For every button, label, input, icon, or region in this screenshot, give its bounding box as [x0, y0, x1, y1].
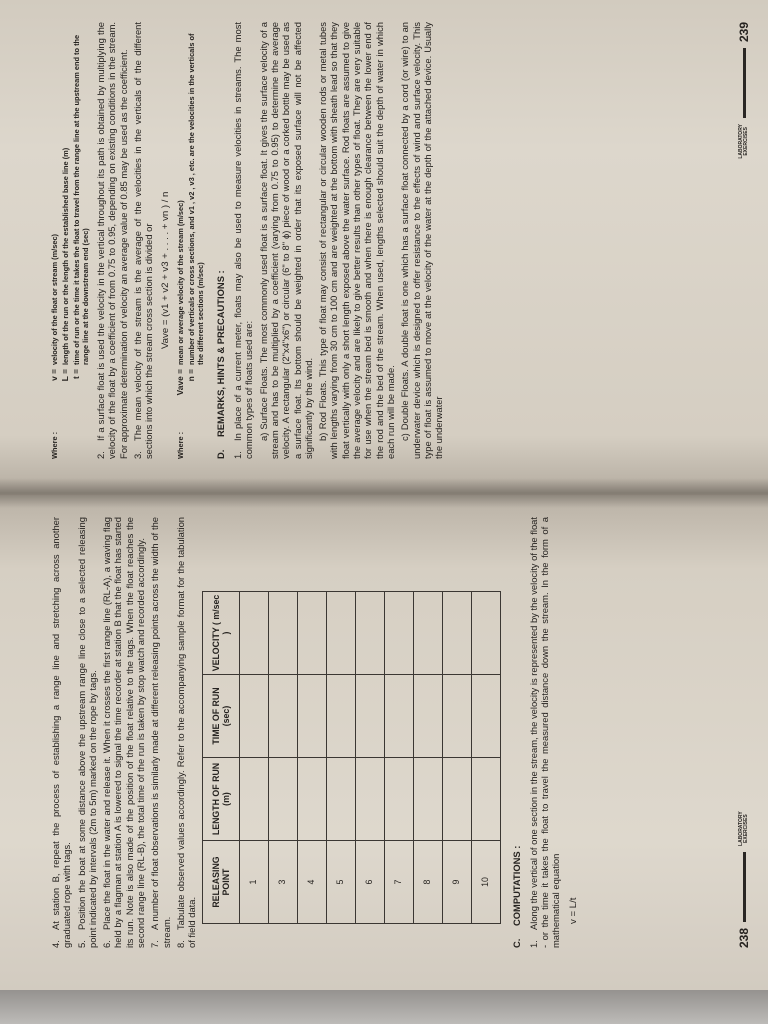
- formula-v-equals-l-over-t: v = L/t: [567, 897, 579, 924]
- table-row: 5: [326, 592, 355, 924]
- table-row: 3: [268, 592, 297, 924]
- step-6: 6.Place the float in the water and release it. When it crosses the first range line (RL-A), a waving flag held by a flagman at station A is lowered to signal the time recorder at station B that the float has started its run. Note is also made of the position of the float relative to the tags. When the float reaches the second range line (RL-B), the total time of the run is taken by stop watch and recorded accordingly.: [101, 517, 147, 948]
- field-data-table: [202, 591, 501, 924]
- computations-para-2: 2.If a surface float is used the velocity in the vertical throughout its path is obtained by multiplying the velocity of the float by a coefficient of from 0.75 to 0.95, depending on existing conditions in the stream. For approximate determination of velocity an average value of 0.85 may be used as the coefficient.: [95, 22, 129, 459]
- step-8: 8.Tabulate observed values accordingly. Refer to the accompanying sample format for the tabulation of field data.: [174, 517, 198, 948]
- section-c-heading: C.COMPUTATIONS :: [510, 845, 522, 948]
- step-4: 4.At station B, repeat the process of establishing a range line and stretching across another graduated rope with tags.: [50, 517, 73, 948]
- computations-para-1: 1.Along the vertical of one section in the stream, the velocity is represented by the velocity of the float - or the time it takes the float to travel the measured distance down the stream. In the form of a mathematical equation: [527, 517, 562, 948]
- where-block-2: [176, 22, 205, 459]
- double-floats-para: c) Double Floats. A double float is one which has a surface float connected by a cord (or wire) to an underwater device which is designed to offer resistance to the effects of wind and surface velocity. This type of float is assumed to move at the velocity of the water at the depth of the attached device. Usually the underwater: [399, 22, 445, 459]
- col-time-of-run: TIME OF RUN (sec): [202, 675, 239, 758]
- remarks-para-1: 1.In place of a current meter, floats may also be used to measure velocities in streams. The most common types of floats used are:: [232, 22, 255, 459]
- rod-floats-para: b) Rod Floats. This type of float may consist of rectangular or circular wooden rods or metal tubes with lengths varying from 30 cm to 100 cm and are weighted at the bottom with sheath lead so that they float vertically with only a short length exposed above the water surface. Rod floats are assumed to give the average velocity and are likely to give better results than other types of float. They are very suitable for use when the stream bed is smooth and when there is enough clearance between the lower end of the rod and the bed of the stream. When used, lengths selected should suit the depth of water in which each run will be made.: [317, 22, 396, 459]
- col-velocity: VELOCITY ( m/sec ): [202, 592, 239, 675]
- page-238: [0, 495, 768, 990]
- step-7: 7.A number of float observations is similarly made at different releasing points across the width of the stream.: [149, 517, 172, 948]
- table-row: 7: [384, 592, 413, 924]
- table-header-row: [202, 592, 239, 924]
- where-row: t = time of run or the time it takes the float to travel from the range line at the upstream end to the range line at the downstream end (sec): [71, 34, 90, 380]
- surface-floats-para: a) Surface Floats. The most commonly used float is a surface float. It gives the surface velocity of a stream and has to be multiplied by a coefficient (varying from 0.75 to 0.95) to determine the average velocity. A rectangular (2"x4"x6") or circular (6" to 8" ϕ) piece of wood or a corked bottle may be used as a surface float. Its bottom should be weighted in order that its exposed surface will not be affected significantly by the wind.: [257, 22, 314, 459]
- formula-average-velocity: Vave = (v1 + v2 + v3 + . . . . + vn ) / n: [160, 191, 172, 349]
- footer-tag: LABORATORY EXERCISES: [738, 811, 750, 846]
- page-number: 238: [736, 927, 751, 948]
- table-row: 4: [297, 592, 326, 924]
- book-gutter-shadow: [0, 478, 768, 508]
- section-d-heading: D.REMARKS, HINTS & PRECAUTIONS :: [214, 270, 226, 459]
- computations-para-3: 3.The mean velocity of the stream is the average of the velocities in the verticals of the different sections into which the stream cross section is divided or: [131, 22, 155, 459]
- footer-rule: [743, 48, 746, 118]
- table-row: 10: [471, 592, 500, 924]
- col-length-of-run: LENGTH OF RUN (m): [202, 758, 239, 841]
- table-row: 9: [442, 592, 471, 924]
- page-footer-238: [736, 811, 751, 948]
- where-row: Where : v = velocity of the float or stream (m/sec): [49, 233, 59, 459]
- footer-rule: [743, 852, 746, 922]
- table-row: 6: [355, 592, 384, 924]
- table-row: 8: [413, 592, 442, 924]
- footer-tag: LABORATORY EXERCISES: [738, 124, 750, 159]
- col-releasing-point: RELEASING POINT: [202, 841, 239, 924]
- page-footer-239: [736, 22, 751, 159]
- where-row: L = length of the run or the length of the established base line (m): [60, 147, 70, 382]
- page-number: 239: [736, 22, 751, 43]
- where-block-1: [50, 22, 90, 459]
- where-row: Where : Vave = mean or average velocity of the stream (m/sec): [174, 200, 185, 459]
- page-239: [0, 0, 768, 495]
- where-row: n = number of verticals or cross sections, and v1 , v2 , v3 , etc. are the velocities in the verticals of the different sections (m/sec): [185, 33, 205, 382]
- step-5: 5.Position the boat at some distance above the upstream range line close to a selected releasing point indicated by intervals (2m to 5m) marked on the rope by tags.: [75, 517, 98, 948]
- table-row: 1: [239, 592, 268, 924]
